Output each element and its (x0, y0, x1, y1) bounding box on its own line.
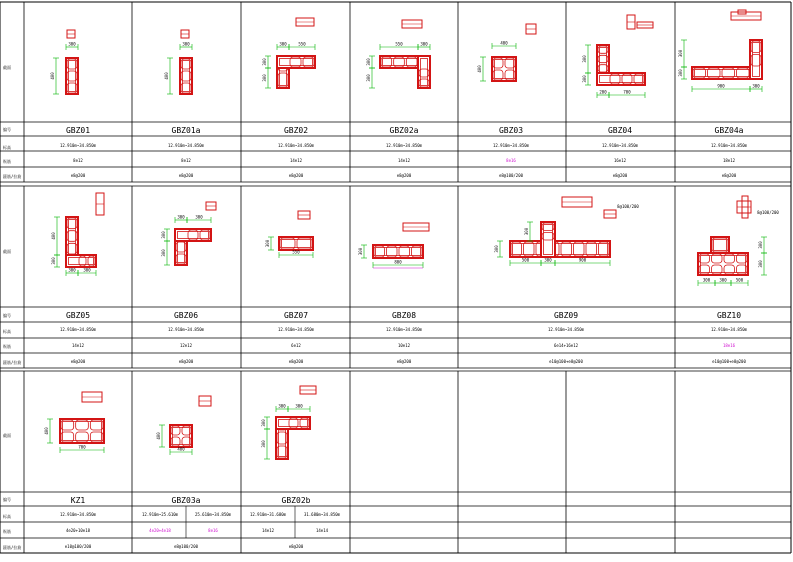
rebar-value: 12e12 (179, 343, 193, 348)
dim-label: 550 (292, 249, 300, 255)
wall-kz1 (60, 419, 104, 443)
rebar-value: 14e12 (261, 528, 275, 533)
wall-id: GBZ02 (283, 126, 309, 135)
dim-label: 300 (195, 214, 203, 220)
rebar-value-highlighted: 8e16 (208, 528, 218, 533)
dim-label: 400 (50, 72, 55, 80)
dim-label: 400 (44, 427, 49, 435)
dim-label: 300 (544, 257, 552, 263)
dim-label: 300 (420, 41, 428, 47)
row-label-section: 截面 (3, 433, 11, 438)
wall-id: GBZ02a (389, 126, 419, 135)
dim-label: 400 (477, 65, 482, 73)
rebar-value: 14e12 (71, 343, 85, 348)
dim-label: 300 (83, 267, 91, 273)
dim-label: 300 (68, 267, 76, 273)
wall-gbz01 (66, 58, 78, 94)
wall-id: GBZ02b (281, 496, 311, 505)
wall-id: GBZ01a (171, 126, 201, 135)
rebar-value-highlighted: 4e20+4e18 (149, 528, 171, 533)
rebar-value: 16e12 (613, 158, 627, 163)
row-label-elevation: 标高 (3, 514, 11, 519)
wall-id: GBZ07 (283, 311, 309, 320)
dim-label: 300 (68, 41, 76, 47)
dim-label: 800 (394, 259, 402, 265)
dim-label: 300 (366, 58, 371, 66)
dim-label: 200 (599, 89, 607, 95)
row-label-rebar: 纵筋 (3, 344, 11, 349)
dim-label: 300 (182, 41, 190, 47)
stirrup-value: e10@100/200 (64, 544, 92, 549)
stirrup-value: e8@200 (721, 173, 737, 178)
elevation-value: 31.680m~34.850m (303, 512, 341, 517)
dim-label: 300 (261, 440, 266, 448)
dim-label: 300 (177, 214, 185, 220)
dim-label: 400 (500, 40, 508, 46)
stirrup-value: e8@200 (288, 544, 304, 549)
elevation-value: 12.910m~34.850m (492, 143, 530, 148)
dim-label: 300 (582, 55, 587, 63)
dim-label: 300 (262, 74, 267, 82)
wall-gbz01a (180, 58, 192, 94)
elevation-value: 12.910m~34.850m (385, 327, 423, 332)
dim-label: 400 (156, 432, 161, 440)
dim-label: 700 (78, 444, 86, 450)
dim-label: 300 (366, 74, 371, 82)
dim-label: 300 (161, 249, 166, 257)
dim-label: 300 (758, 241, 763, 249)
elevation-value: 12.910m~34.850m (59, 327, 97, 332)
dim-label: 300 (279, 41, 287, 47)
dim-label: 400 (164, 72, 169, 80)
wall-id: GBZ01 (65, 126, 91, 135)
dim-label: 300 (295, 403, 303, 409)
wall-id: GBZ05 (65, 311, 91, 320)
annotation-text: 8@100/200 (617, 204, 639, 209)
rebar-value: 18e12 (722, 158, 736, 163)
dim-label: 300 (494, 245, 499, 253)
rebar-value: 14e12 (289, 158, 303, 163)
rebar-value: 8e12 (73, 158, 83, 163)
rebar-value-highlighted: 18e16 (722, 343, 736, 348)
dim-label: 500 (735, 277, 744, 283)
row-label-section: 截面 (3, 65, 11, 70)
wall-id: GBZ04a (714, 126, 744, 135)
dim-label: 500 (521, 257, 530, 263)
wall-id: GBZ03a (171, 496, 201, 505)
annotation-text: 8@100/200 (757, 210, 779, 215)
dim-label: 300 (278, 403, 286, 409)
elevation-value: 12.910m~25.610m (141, 512, 179, 517)
stirrup-value: e8@100/200 (498, 173, 524, 178)
dim-label: 300 (358, 247, 363, 256)
stirrup-value: e8@200 (70, 173, 86, 178)
dim-label: 300 (265, 239, 270, 248)
rebar-value: 10e12 (397, 343, 411, 348)
elevation-value: 12.910m~34.850m (167, 327, 205, 332)
dim-label: 900 (717, 83, 725, 89)
stirrup-value: e8@100/200 (173, 544, 199, 549)
dim-label: 300 (261, 419, 266, 427)
stirrup-value: e8@200 (178, 359, 194, 364)
dim-label: 300 (582, 75, 587, 83)
wall-gbz10 (698, 253, 748, 275)
dim-label: 300 (262, 58, 267, 66)
wall-id: GBZ09 (553, 311, 579, 320)
elevation-value: 12.910m~34.850m (385, 143, 423, 148)
wall-gbz02b (276, 417, 310, 429)
wall-gbz08 (373, 245, 423, 258)
elevation-value: 12.910m~34.850m (710, 327, 748, 332)
elevation-value: 12.910m~31.680m (249, 512, 287, 517)
row-label-rebar: 纵筋 (3, 529, 11, 534)
stirrup-value: e8@200 (288, 359, 304, 364)
rebar-value: 14e14 (315, 528, 329, 533)
stirrup-value: e8@200 (288, 173, 304, 178)
elevation-value: 12.910m~34.850m (167, 143, 205, 148)
rebar-value: 8e12 (181, 158, 191, 163)
stirrup-value: e10@100+e8@200 (549, 359, 583, 364)
stirrup-value: e8@200 (178, 173, 194, 178)
row-label-id: 编号 (3, 497, 11, 502)
stirrup-value: e10@100+e8@200 (712, 359, 746, 364)
row-label-id: 编号 (3, 313, 11, 318)
wall-id: GBZ08 (391, 311, 417, 320)
dim-label: 550 (298, 41, 306, 47)
dim-label: 300 (51, 257, 56, 265)
wall-gbz02 (277, 56, 315, 68)
wall-gbz03a (170, 425, 192, 447)
wall-gbz03 (492, 57, 516, 81)
dim-label: 550 (395, 41, 403, 47)
row-label-stirrup: 箍筋/拉筋 (3, 174, 22, 179)
stirrup-value: e8@200 (70, 359, 86, 364)
wall-gbz05 (66, 255, 96, 267)
wall-id: GBZ04 (607, 126, 633, 135)
row-label-stirrup: 箍筋/拉筋 (3, 360, 22, 365)
wall-gbz04 (597, 73, 645, 85)
row-label-id: 编号 (3, 127, 11, 132)
elevation-value: 25.610m~34.850m (194, 512, 232, 517)
dim-label: 300 (678, 69, 683, 77)
elevation-value: 12.910m~34.850m (547, 327, 585, 332)
row-label-elevation: 标高 (3, 329, 11, 334)
rebar-value: 6e12 (291, 343, 301, 348)
rebar-value: 4e20+10e18 (65, 528, 91, 533)
stirrup-value: e8@200 (396, 359, 412, 364)
elevation-value: 12.910m~34.850m (59, 143, 97, 148)
dim-label: 400 (177, 446, 185, 452)
wall-id: GBZ10 (716, 311, 742, 320)
wall-gbz07 (279, 237, 313, 250)
dim-label: 300 (719, 277, 727, 283)
wall-id: GBZ06 (173, 311, 199, 320)
stirrup-value: e8@200 (396, 173, 412, 178)
elevation-value: 12.910m~34.850m (277, 143, 315, 148)
dim-label: 300 (752, 83, 760, 89)
dim-label: 900 (578, 257, 587, 263)
rebar-value: 14e12 (397, 158, 411, 163)
wall-id: GBZ03 (498, 126, 524, 135)
wall-gbz04a (750, 40, 762, 79)
rebar-value-highlighted: 8e16 (506, 158, 516, 163)
row-label-rebar: 纵筋 (3, 159, 11, 164)
row-label-section: 截面 (3, 249, 11, 254)
dim-label: 300 (678, 49, 683, 58)
stirrup-value: e8@200 (612, 173, 628, 178)
row-label-stirrup: 箍筋/拉筋 (3, 545, 22, 550)
dim-label: 300 (702, 277, 711, 283)
dim-label: 300 (758, 260, 763, 268)
elevation-value: 12.910m~34.850m (601, 143, 639, 148)
elevation-value: 12.910m~34.850m (710, 143, 748, 148)
dim-label: 700 (623, 89, 631, 95)
wall-gbz02a (418, 56, 430, 88)
rebar-value: 6e14+16e12 (553, 343, 579, 348)
dim-label: 300 (524, 227, 529, 236)
elevation-value: 12.910m~34.850m (59, 512, 97, 517)
wall-id: KZ1 (70, 496, 86, 505)
row-label-elevation: 标高 (3, 145, 11, 150)
dim-label: 300 (161, 231, 166, 239)
elevation-value: 12.910m~34.850m (277, 327, 315, 332)
dim-label: 400 (51, 232, 56, 240)
wall-gbz06 (175, 229, 211, 241)
